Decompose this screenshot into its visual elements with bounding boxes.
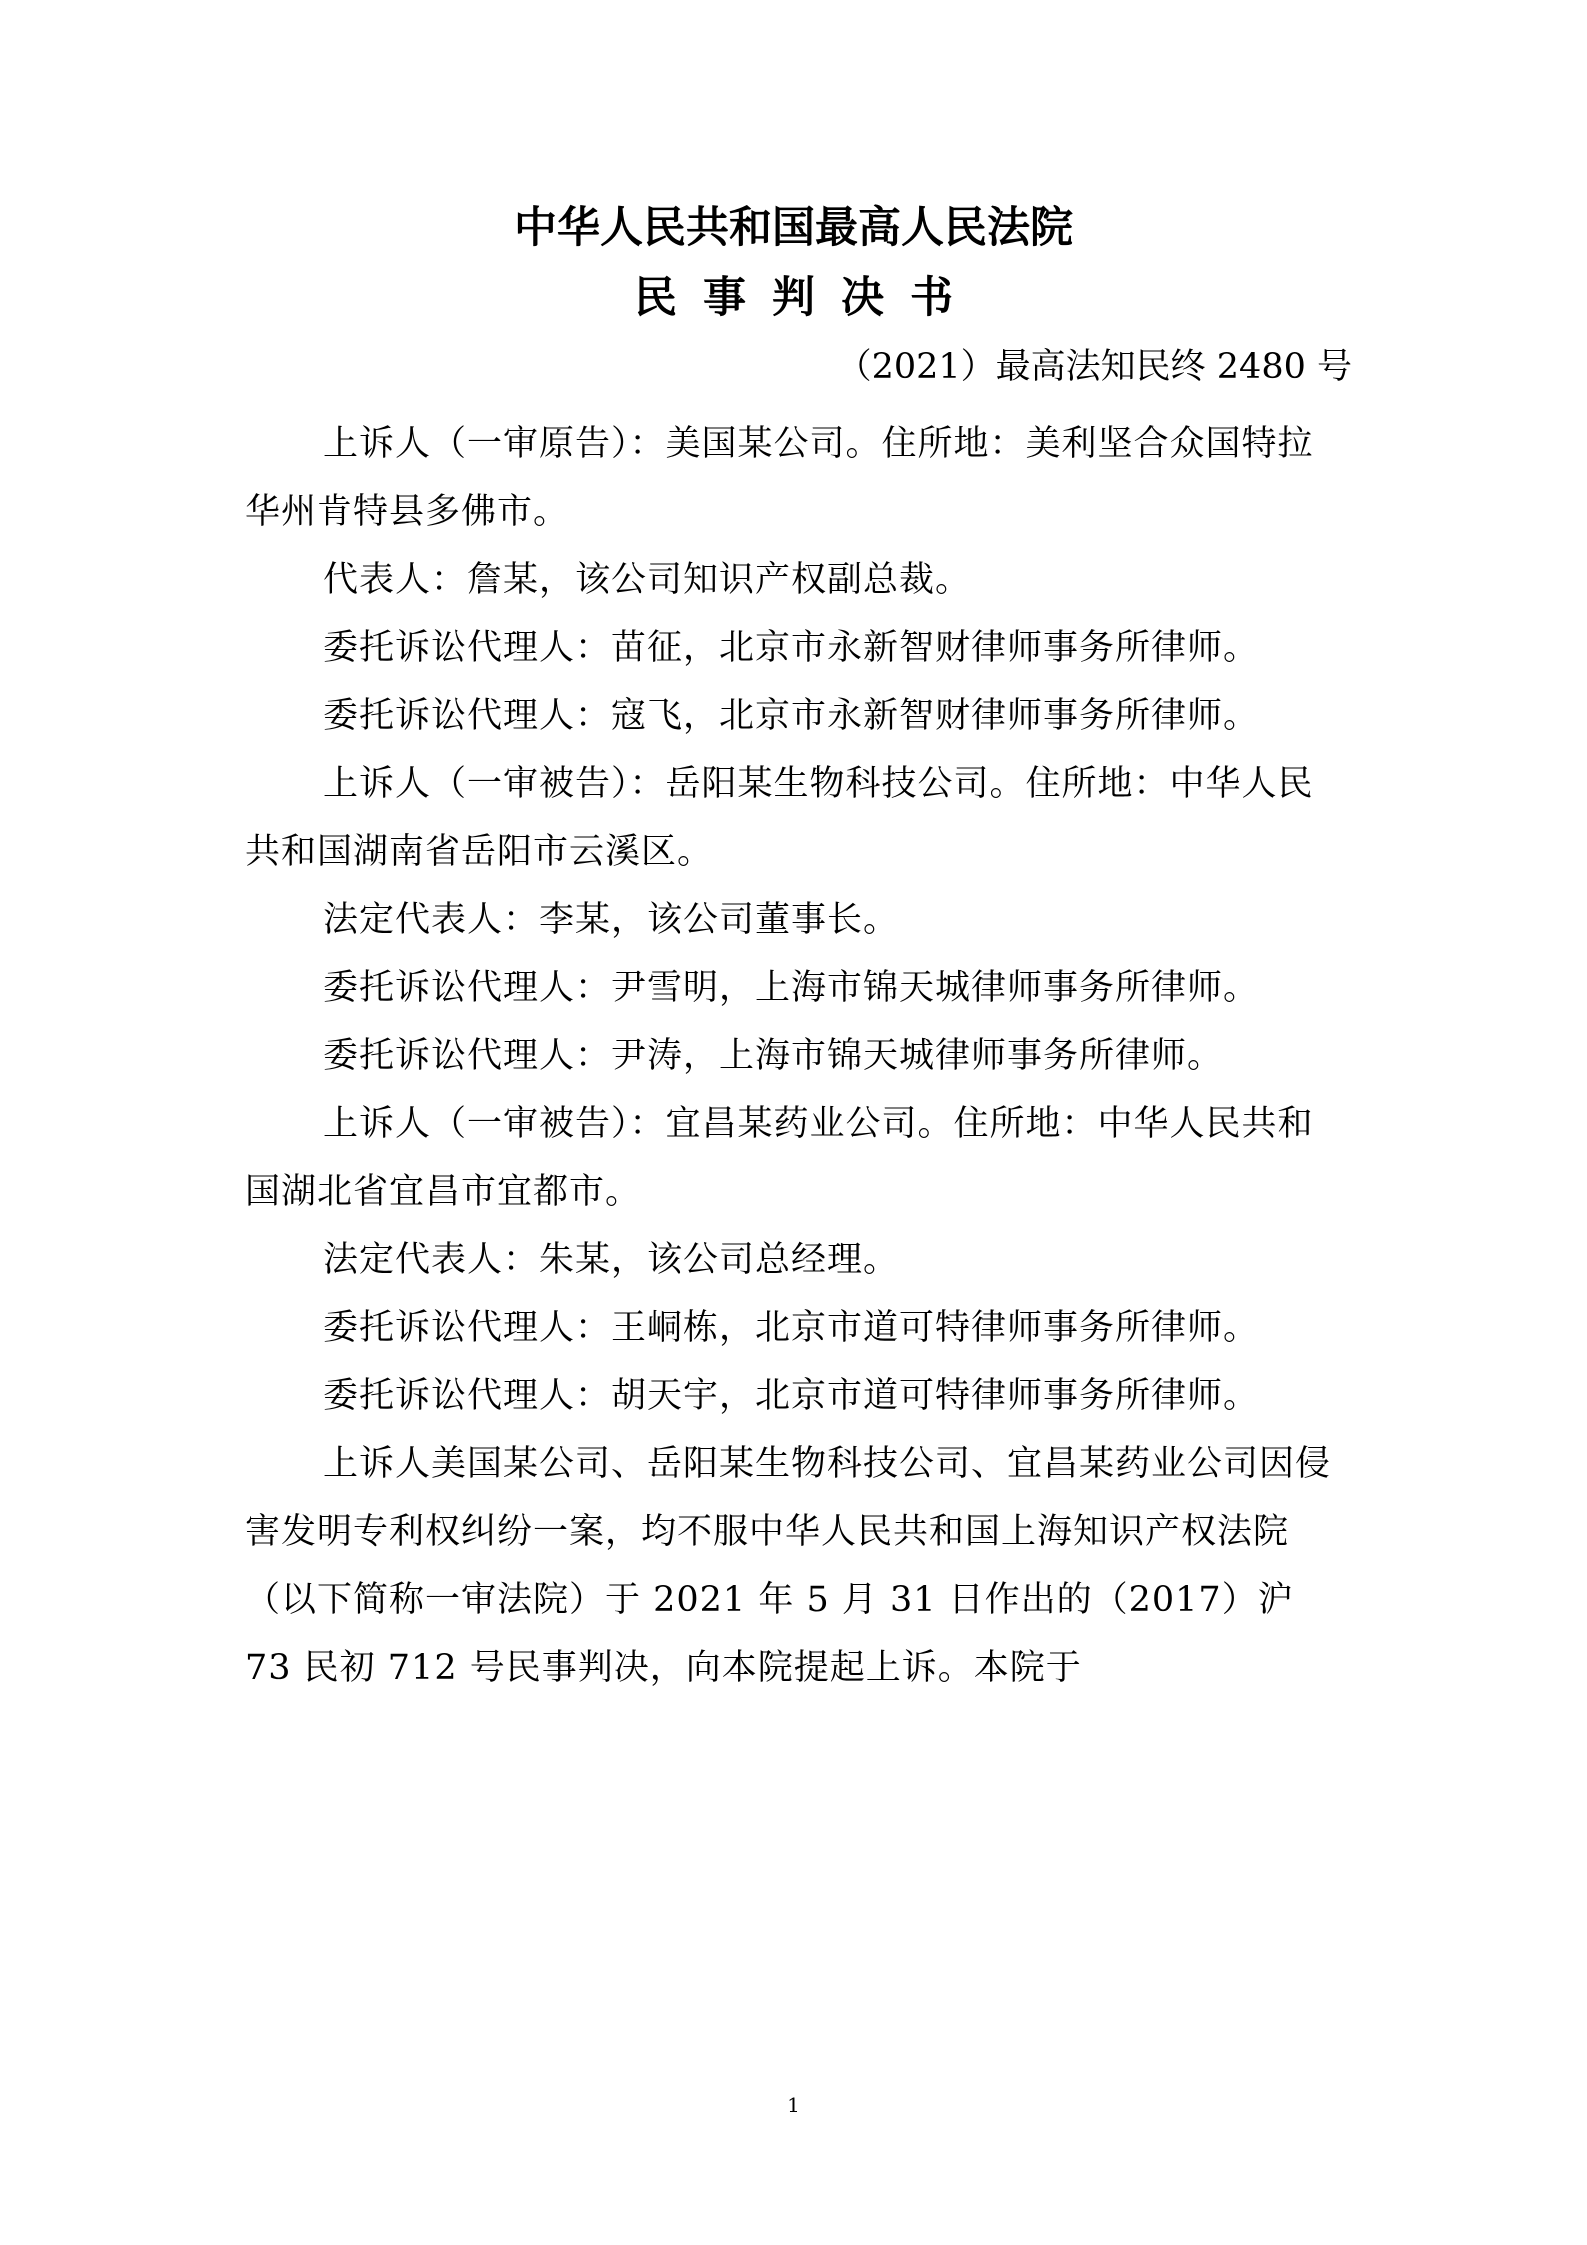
appellant-1-paragraph: 上诉人（一审原告）：美国某公司。住所地：美利坚合众国特拉华州肯特县多佛市。 <box>245 424 1314 532</box>
case-number: （2021）最高法知民终 2480 号 <box>836 347 1352 387</box>
appellant-3-paragraph: 上诉人（一审被告）：宜昌某药业公司。住所地：中华人民共和国湖北省宜昌市宜都市。 <box>245 1104 1314 1212</box>
appellant-1-agent-2: 委托诉讼代理人：寇飞，北京市永新智财律师事务所律师。 <box>323 696 1260 736</box>
page-number: 1 <box>787 2093 800 2117</box>
appellant-3-agent-2: 委托诉讼代理人：胡天宇，北京市道可特律师事务所律师。 <box>323 1376 1260 1416</box>
case-background-paragraph: 上诉人美国某公司、岳阳某生物科技公司、宜昌某药业公司因侵害发明专利权纠纷一案，均不服中华人民共和国上海知识产权法院（以下简称一审法院）于 2021 年 5 月 31 日作出的（2017）沪 73 民初 712 号民事判决，向本院提起上诉。本院于 <box>245 1444 1332 1688</box>
appellant-1-representative: 代表人：詹某，该公司知识产权副总裁。 <box>323 560 972 600</box>
document-type-title: 民事判决书 <box>634 273 979 323</box>
appellant-2-paragraph: 上诉人（一审被告）：岳阳某生物科技公司。住所地：中华人民共和国湖南省岳阳市云溪区。 <box>245 764 1314 872</box>
appellant-3-legal-rep: 法定代表人：朱某，该公司总经理。 <box>323 1240 900 1280</box>
appellant-2-legal-rep: 法定代表人：李某，该公司董事长。 <box>323 900 900 940</box>
appellant-3-agent-1: 委托诉讼代理人：王峒栋，北京市道可特律师事务所律师。 <box>323 1308 1260 1348</box>
court-title: 中华人民共和国最高人民法院 <box>514 203 1073 253</box>
judgment-body <box>245 410 1345 1702</box>
appellant-2-agent-1: 委托诉讼代理人：尹雪明，上海市锦天城律师事务所律师。 <box>323 968 1260 1008</box>
appellant-1-agent-1: 委托诉讼代理人：苗征，北京市永新智财律师事务所律师。 <box>323 628 1260 668</box>
appellant-2-agent-2: 委托诉讼代理人：尹涛，上海市锦天城律师事务所律师。 <box>323 1036 1224 1076</box>
